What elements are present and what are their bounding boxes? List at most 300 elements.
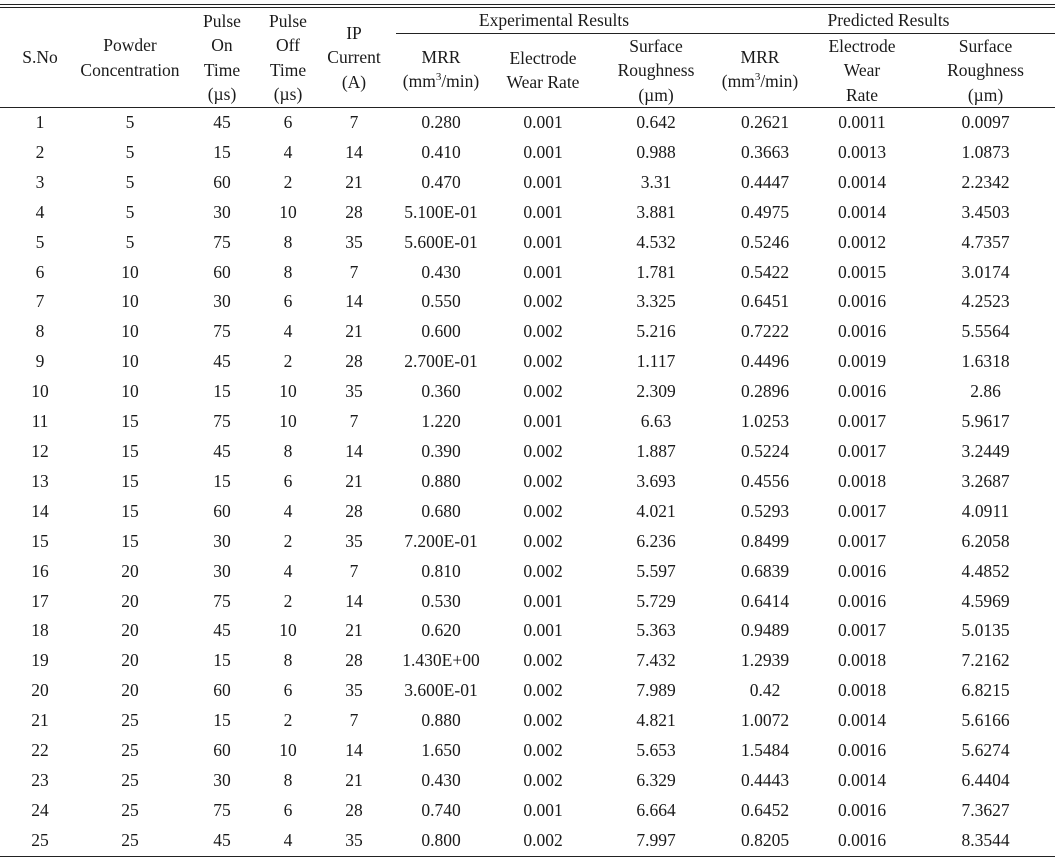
cell-pulse-on: 75 <box>213 590 231 611</box>
cell-pred-sr: 4.4852 <box>961 560 1010 581</box>
cell-pred-ewr: 0.0016 <box>837 590 887 611</box>
table-row <box>0 228 1055 258</box>
cell-powder: 15 <box>121 470 139 491</box>
cell-pred-mrr: 0.6839 <box>740 560 790 581</box>
cell-pulse-off: 2 <box>283 171 293 192</box>
cell-ip-current: 35 <box>312 826 396 856</box>
results-table <box>0 8 1055 857</box>
cell-pulse-off: 10 <box>279 381 297 402</box>
cell-pulse-on: 60 <box>213 500 231 521</box>
cell-pred-sr: 1.6318 <box>961 351 1010 372</box>
table-header <box>0 8 1055 108</box>
cell-pred-ewr: 0.0012 <box>837 231 887 252</box>
cell-powder: 10 <box>121 351 139 372</box>
cell-pulse-on: 45 <box>180 826 264 856</box>
cell-exp-ewr: 0.002 <box>523 381 563 402</box>
table-row <box>0 258 1055 288</box>
cell-ip-current: 35 <box>345 680 363 701</box>
cell-exp-ewr: 0.001 <box>523 590 563 611</box>
mrr-label: MRR <box>421 46 461 67</box>
cell-pulse-off: 2 <box>283 590 293 611</box>
cell-pred-sr: 5.9617 <box>961 411 1010 432</box>
cell-pulse-off: 6 <box>283 291 293 312</box>
cell-exp-sr: 5.653 <box>636 740 676 761</box>
cell-powder: 10 <box>121 291 139 312</box>
cell-pulse-on: 15 <box>213 141 231 162</box>
cell-pulse-off: 10 <box>279 740 297 761</box>
cell-pulse-on: 75 <box>213 231 231 252</box>
cell-ip-current: 28 <box>345 650 363 671</box>
cell-pulse-on: 30 <box>213 530 231 551</box>
cell-ip-current: 14 <box>345 141 363 162</box>
cell-exp-ewr: 0.002 <box>523 530 563 551</box>
cell-pred-ewr: 0.0016 <box>837 560 887 581</box>
cell-pulse-off: 4 <box>283 500 293 521</box>
table-row <box>0 168 1055 198</box>
cell-pred-ewr: 0.0016 <box>837 381 887 402</box>
table-row <box>0 527 1055 557</box>
cell-exp-mrr: 5.600E-01 <box>404 231 478 252</box>
cell-powder: 5 <box>125 171 135 192</box>
cell-ip-current: 28 <box>345 351 363 372</box>
cell-sno: 20 <box>31 680 49 701</box>
cell-ip-current: 7 <box>349 411 359 432</box>
cell-pred-ewr: 0.0018 <box>837 470 887 491</box>
cell-pred-mrr: 0.4975 <box>740 201 790 222</box>
cell-sno: 24 <box>31 799 49 820</box>
cell-pred-mrr: 0.4443 <box>740 769 790 790</box>
cell-exp-sr: 0.988 <box>636 141 676 162</box>
cell-exp-ewr: 0.001 <box>523 171 563 192</box>
cell-pred-sr: 5.6166 <box>961 710 1010 731</box>
table-row <box>0 826 1055 856</box>
cell-pulse-on: 30 <box>213 560 231 581</box>
cell-sno: 10 <box>31 381 49 402</box>
cell-pulse-on: 60 <box>213 261 231 282</box>
cell-exp-mrr: 0.680 <box>421 500 461 521</box>
cell-exp-sr: 6.329 <box>636 769 676 790</box>
cell-ip-current: 7 <box>349 710 359 731</box>
cell-pulse-off: 8 <box>283 231 293 252</box>
cell-exp-ewr: 0.002 <box>523 500 563 521</box>
cell-exp-mrr: 0.530 <box>421 590 461 611</box>
cell-ip-current: 7 <box>349 560 359 581</box>
cell-pred-ewr: 0.0016 <box>837 291 887 312</box>
cell-pulse-on: 75 <box>213 799 231 820</box>
cell-ip-current: 21 <box>345 171 363 192</box>
table-row <box>0 646 1055 676</box>
cell-pulse-off: 2 <box>283 530 293 551</box>
cell-pred-mrr: 0.8205 <box>712 826 808 856</box>
cell-pred-mrr: 0.6414 <box>740 590 790 611</box>
cell-exp-sr: 7.997 <box>600 826 712 856</box>
table-row <box>0 138 1055 168</box>
table-row <box>0 676 1055 706</box>
table-row <box>0 616 1055 646</box>
cell-pred-ewr: 0.0011 <box>838 112 886 132</box>
cell-pulse-off: 10 <box>279 201 297 222</box>
cell-exp-ewr: 0.001 <box>523 112 563 132</box>
cell-pred-mrr: 0.2621 <box>740 112 790 132</box>
cell-exp-mrr: 0.880 <box>421 470 461 491</box>
cell-powder: 20 <box>121 590 139 611</box>
cell-pred-sr: 1.0873 <box>961 141 1010 162</box>
cell-pred-ewr: 0.0014 <box>837 171 887 192</box>
cell-pulse-on: 30 <box>213 769 231 790</box>
cell-ip-current: 28 <box>345 500 363 521</box>
cell-pred-sr: 6.2058 <box>961 530 1010 551</box>
cell-exp-mrr: 0.600 <box>421 321 461 342</box>
cell-sno: 18 <box>31 620 49 641</box>
cell-pred-ewr: 0.0017 <box>837 411 887 432</box>
cell-pred-mrr: 0.5422 <box>740 261 790 282</box>
cell-exp-ewr: 0.002 <box>523 470 563 491</box>
table-row <box>0 317 1055 347</box>
cell-powder: 10 <box>121 381 139 402</box>
cell-sno: 7 <box>35 291 45 312</box>
cell-pred-ewr: 0.0018 <box>837 650 887 671</box>
cell-pred-ewr: 0.0013 <box>837 141 887 162</box>
cell-pred-ewr: 0.0014 <box>837 201 887 222</box>
header-sno: S.No <box>22 47 58 68</box>
cell-pred-sr: 0.0097 <box>961 112 1010 132</box>
cell-ip-current: 21 <box>345 620 363 641</box>
cell-pred-mrr: 0.3663 <box>740 141 790 162</box>
cell-pred-sr: 5.5564 <box>961 321 1010 342</box>
cell-pred-sr: 3.2687 <box>961 470 1010 491</box>
cell-exp-mrr: 0.740 <box>421 799 461 820</box>
cell-pulse-on: 30 <box>213 201 231 222</box>
cell-pred-mrr: 0.6452 <box>740 799 790 820</box>
cell-pred-sr: 3.0174 <box>961 261 1010 282</box>
cell-exp-sr: 2.309 <box>636 381 676 402</box>
cell-pulse-off: 4 <box>264 826 312 856</box>
table-row <box>0 347 1055 377</box>
top-rule <box>0 4 1055 5</box>
cell-pulse-on: 30 <box>213 291 231 312</box>
cell-pred-mrr: 0.4496 <box>740 351 790 372</box>
cell-sno: 3 <box>35 171 45 192</box>
header-predicted-results: Predicted Results <box>712 8 1055 33</box>
cell-sno: 19 <box>31 650 49 671</box>
cell-pred-ewr: 0.0015 <box>837 261 887 282</box>
cell-sno: 23 <box>31 769 49 790</box>
cell-pred-sr: 7.2162 <box>961 650 1010 671</box>
header-pulse-off-time: Pulse Off Time (µs) <box>269 10 307 104</box>
cell-pulse-on: 15 <box>213 470 231 491</box>
table-row <box>0 497 1055 527</box>
cell-sno: 21 <box>31 710 49 731</box>
cell-pred-sr: 3.2449 <box>961 440 1010 461</box>
cell-exp-sr: 0.642 <box>636 112 676 132</box>
cell-pulse-on: 75 <box>213 411 231 432</box>
cell-pulse-off: 4 <box>283 560 293 581</box>
cell-powder: 20 <box>121 560 139 581</box>
cell-exp-sr: 3.31 <box>640 171 672 192</box>
cell-exp-ewr: 0.002 <box>523 680 563 701</box>
cell-exp-mrr: 0.430 <box>421 261 461 282</box>
cell-powder: 5 <box>125 201 135 222</box>
table-row <box>0 766 1055 796</box>
cell-exp-ewr: 0.001 <box>523 261 563 282</box>
cell-powder: 25 <box>121 769 139 790</box>
cell-pred-sr: 4.0911 <box>961 500 1010 521</box>
cell-exp-mrr: 2.700E-01 <box>404 351 478 372</box>
cell-exp-mrr: 1.220 <box>421 411 461 432</box>
cell-pred-mrr: 0.5293 <box>740 500 790 521</box>
cell-pred-ewr: 0.0017 <box>837 500 887 521</box>
table-body <box>0 108 1055 857</box>
cell-powder: 5 <box>125 141 135 162</box>
cell-exp-mrr: 7.200E-01 <box>404 530 478 551</box>
cell-powder: 15 <box>121 440 139 461</box>
cell-ip-current: 14 <box>345 590 363 611</box>
cell-exp-ewr: 0.002 <box>523 650 563 671</box>
cell-exp-ewr: 0.001 <box>523 231 563 252</box>
cell-exp-sr: 3.325 <box>636 291 676 312</box>
cell-pred-mrr: 1.2939 <box>740 650 790 671</box>
cell-exp-ewr: 0.001 <box>523 141 563 162</box>
cell-pred-sr: 2.86 <box>970 381 1001 402</box>
cell-powder: 10 <box>121 261 139 282</box>
cell-pred-ewr: 0.0018 <box>837 680 887 701</box>
header-ip-current: IP Current (A) <box>327 22 381 92</box>
cell-exp-mrr: 0.620 <box>421 620 461 641</box>
cell-powder: 25 <box>121 740 139 761</box>
table-row <box>0 407 1055 437</box>
cell-exp-mrr: 3.600E-01 <box>404 680 478 701</box>
cell-ip-current: 14 <box>345 740 363 761</box>
cell-pulse-off: 6 <box>283 112 293 132</box>
cell-exp-mrr: 0.880 <box>421 710 461 731</box>
cell-ip-current: 28 <box>345 799 363 820</box>
cell-exp-sr: 5.729 <box>636 590 676 611</box>
cell-sno: 4 <box>35 201 45 222</box>
cell-pred-sr: 4.2523 <box>961 291 1010 312</box>
header-pred-ewr: Electrode Wear Rate <box>828 35 896 105</box>
cell-pulse-off: 8 <box>283 769 293 790</box>
cell-pulse-on: 15 <box>213 381 231 402</box>
cell-powder: 15 <box>121 411 139 432</box>
cell-exp-sr: 1.117 <box>636 351 676 372</box>
cell-pred-ewr: 0.0017 <box>837 620 887 641</box>
cell-powder: 5 <box>125 231 135 252</box>
cell-exp-sr: 6.63 <box>640 411 672 432</box>
cell-exp-sr: 3.881 <box>636 201 676 222</box>
header-exp-ewr: Electrode Wear Rate <box>506 47 580 93</box>
cell-exp-ewr: 0.002 <box>523 769 563 790</box>
cell-pulse-on: 60 <box>213 740 231 761</box>
cell-pulse-off: 4 <box>283 141 293 162</box>
cell-powder: 25 <box>80 826 180 856</box>
cell-exp-ewr: 0.002 <box>523 740 563 761</box>
cell-pred-mrr: 0.4447 <box>740 171 790 192</box>
cell-pulse-off: 6 <box>283 470 293 491</box>
cell-pred-mrr: 0.42 <box>749 680 781 701</box>
cell-pred-sr: 6.8215 <box>961 680 1010 701</box>
cell-exp-ewr: 0.001 <box>523 799 563 820</box>
header-experimental-results: Experimental Results <box>396 8 712 33</box>
mrr-unit-pre: (mm <box>402 71 436 92</box>
header-pulse-on-time: Pulse On Time (µs) <box>203 10 241 104</box>
cell-exp-mrr: 5.100E-01 <box>404 201 478 222</box>
table-row <box>0 467 1055 497</box>
table-row <box>0 796 1055 826</box>
table-row <box>0 437 1055 467</box>
cell-powder: 25 <box>121 710 139 731</box>
mrr-unit-sup: 3 <box>435 71 442 84</box>
cell-exp-ewr: 0.002 <box>523 321 563 342</box>
mrr-unit-pre: (mm <box>721 71 755 92</box>
cell-exp-ewr: 0.002 <box>523 560 563 581</box>
cell-exp-mrr: 0.280 <box>421 112 461 132</box>
cell-pulse-on: 15 <box>213 650 231 671</box>
cell-pred-mrr: 0.8499 <box>740 530 790 551</box>
cell-pred-sr: 4.5969 <box>961 590 1010 611</box>
cell-powder: 20 <box>121 680 139 701</box>
cell-sno: 15 <box>31 530 49 551</box>
cell-sno: 5 <box>35 231 45 252</box>
cell-ip-current: 14 <box>345 440 363 461</box>
cell-pulse-on: 45 <box>213 112 231 132</box>
cell-exp-mrr: 0.470 <box>421 171 461 192</box>
cell-pred-ewr: 0.0016 <box>808 826 916 856</box>
cell-pulse-off: 8 <box>283 261 293 282</box>
cell-exp-mrr: 1.650 <box>421 740 461 761</box>
cell-exp-mrr: 0.550 <box>421 291 461 312</box>
cell-sno: 2 <box>35 141 45 162</box>
cell-pred-sr: 7.3627 <box>961 799 1010 820</box>
cell-ip-current: 7 <box>349 261 359 282</box>
cell-pred-sr: 3.4503 <box>961 201 1010 222</box>
cell-sno: 12 <box>31 440 49 461</box>
cell-pred-mrr: 0.9489 <box>740 620 790 641</box>
cell-pulse-on: 75 <box>213 321 231 342</box>
cell-pred-ewr: 0.0016 <box>837 321 887 342</box>
cell-powder: 20 <box>121 620 139 641</box>
cell-powder: 20 <box>121 650 139 671</box>
table-row <box>0 736 1055 766</box>
cell-exp-sr: 1.781 <box>636 261 676 282</box>
cell-sno: 25 <box>0 826 80 856</box>
cell-exp-sr: 3.693 <box>636 470 676 491</box>
cell-pulse-off: 6 <box>283 799 293 820</box>
cell-sno: 9 <box>35 351 45 372</box>
cell-pulse-off: 2 <box>283 710 293 731</box>
cell-exp-ewr: 0.002 <box>523 291 563 312</box>
cell-sno: 1 <box>35 112 45 132</box>
cell-pred-sr: 5.0135 <box>961 620 1010 641</box>
cell-exp-mrr: 0.430 <box>421 769 461 790</box>
cell-ip-current: 28 <box>345 201 363 222</box>
cell-pred-ewr: 0.0016 <box>837 799 887 820</box>
cell-pulse-on: 45 <box>213 351 231 372</box>
cell-exp-mrr: 1.430E+00 <box>402 650 480 671</box>
cell-exp-ewr: 0.002 <box>523 351 563 372</box>
cell-pred-ewr: 0.0017 <box>837 440 887 461</box>
cell-exp-ewr: 0.001 <box>523 411 563 432</box>
cell-sno: 8 <box>35 321 45 342</box>
cell-pred-sr: 8.3544 <box>916 826 1055 856</box>
cell-sno: 16 <box>31 560 49 581</box>
cell-exp-mrr: 0.810 <box>421 560 461 581</box>
cell-pred-ewr: 0.0014 <box>837 710 887 731</box>
cell-pred-mrr: 0.2896 <box>740 381 790 402</box>
cell-exp-sr: 4.532 <box>636 231 676 252</box>
table-row <box>0 377 1055 407</box>
cell-exp-sr: 6.236 <box>636 530 676 551</box>
cell-exp-sr: 7.989 <box>636 680 676 701</box>
cell-sno: 14 <box>31 500 49 521</box>
cell-pred-mrr: 0.5246 <box>740 231 790 252</box>
cell-pred-mrr: 0.7222 <box>740 321 790 342</box>
cell-sno: 22 <box>31 740 49 761</box>
cell-powder: 15 <box>121 530 139 551</box>
cell-ip-current: 7 <box>349 112 359 132</box>
cell-exp-sr: 1.887 <box>636 440 676 461</box>
header-pred-sr: Surface Roughness (µm) <box>947 35 1024 105</box>
cell-exp-sr: 5.597 <box>636 560 676 581</box>
cell-pulse-on: 15 <box>213 710 231 731</box>
cell-pred-ewr: 0.0016 <box>837 740 887 761</box>
mrr-unit-post: /min) <box>760 71 799 92</box>
cell-ip-current: 14 <box>345 291 363 312</box>
mrr-unit-post: /min) <box>441 71 480 92</box>
cell-exp-mrr: 0.390 <box>421 440 461 461</box>
cell-powder: 15 <box>121 500 139 521</box>
cell-pred-ewr: 0.0019 <box>837 351 887 372</box>
cell-exp-ewr: 0.002 <box>523 440 563 461</box>
cell-pulse-on: 60 <box>213 680 231 701</box>
cell-pred-ewr: 0.0014 <box>837 769 887 790</box>
header-exp-sr: Surface Roughness (µm) <box>617 35 695 105</box>
table-row <box>0 557 1055 587</box>
mrr-unit-sup: 3 <box>754 71 761 84</box>
cell-pulse-on: 60 <box>213 171 231 192</box>
table-row <box>0 198 1055 228</box>
cell-pred-ewr: 0.0017 <box>837 530 887 551</box>
cell-ip-current: 21 <box>345 769 363 790</box>
header-powder-concentration: Powder Concentration <box>80 35 180 80</box>
cell-pulse-off: 4 <box>283 321 293 342</box>
cell-pulse-on: 45 <box>213 440 231 461</box>
cell-pred-mrr: 0.4556 <box>740 470 790 491</box>
cell-exp-mrr: 0.800 <box>396 826 486 856</box>
cell-exp-ewr: 0.002 <box>486 826 600 856</box>
cell-pred-mrr: 1.0072 <box>740 710 790 731</box>
cell-pred-mrr: 0.5224 <box>740 440 790 461</box>
cell-ip-current: 35 <box>345 381 363 402</box>
header-pred-mrr <box>712 33 808 108</box>
mrr-label: MRR <box>740 46 780 67</box>
cell-exp-ewr: 0.001 <box>523 620 563 641</box>
cell-pulse-off: 8 <box>283 440 293 461</box>
header-exp-mrr <box>396 33 486 108</box>
cell-exp-ewr: 0.002 <box>523 710 563 731</box>
cell-pred-mrr: 0.6451 <box>740 291 790 312</box>
cell-ip-current: 21 <box>345 470 363 491</box>
cell-pred-mrr: 1.0253 <box>740 411 790 432</box>
cell-exp-ewr: 0.001 <box>523 201 563 222</box>
cell-pulse-off: 10 <box>279 620 297 641</box>
cell-powder: 5 <box>125 112 135 132</box>
cell-pulse-off: 2 <box>283 351 293 372</box>
table-row <box>0 287 1055 317</box>
table-row <box>0 108 1055 138</box>
cell-ip-current: 35 <box>345 530 363 551</box>
cell-exp-sr: 4.821 <box>636 710 676 731</box>
table-row <box>0 706 1055 736</box>
